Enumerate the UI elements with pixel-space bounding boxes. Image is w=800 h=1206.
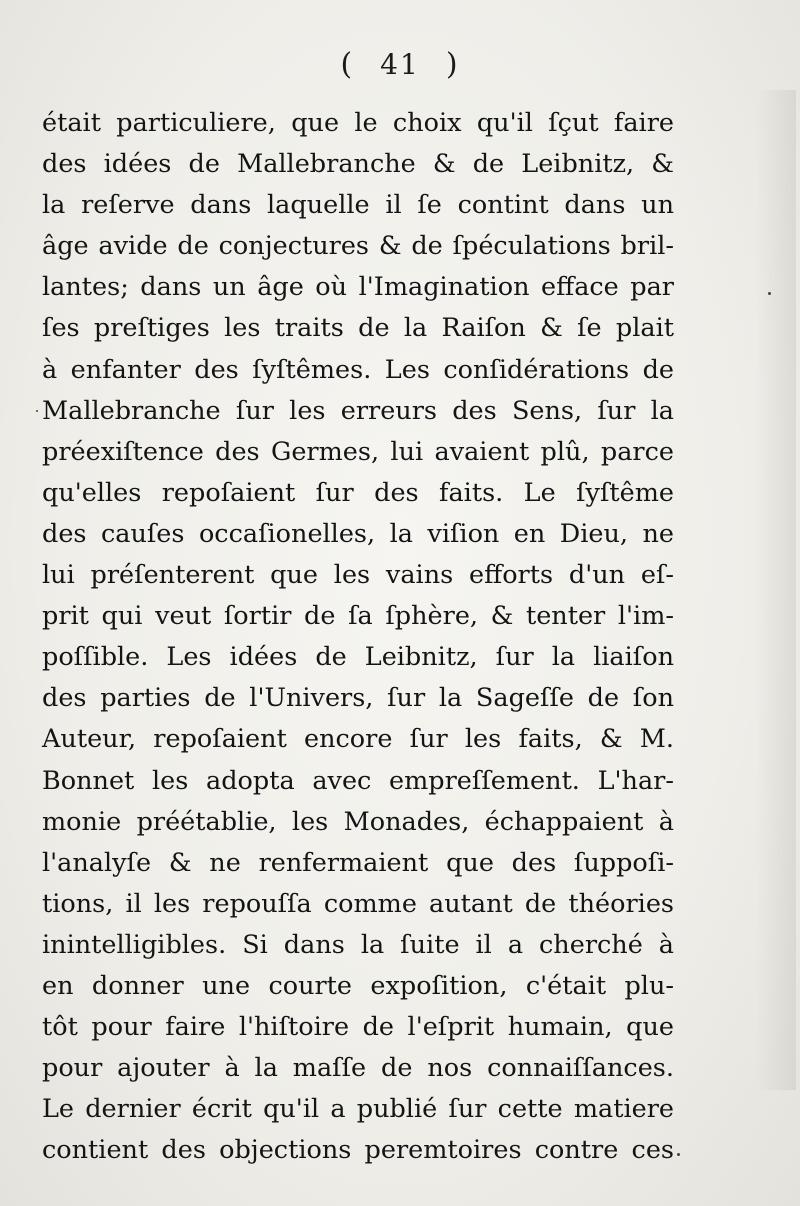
page-number-close-paren: ): [445, 47, 460, 82]
text-line: des idées de Mallebranche & de Leibnitz, &: [42, 149, 674, 180]
text-line: Auteur, repoſaient encore ſur les faits, & M.: [42, 724, 674, 755]
page-number: [0, 44, 800, 82]
text-line: lui préſenterent que les vains efforts d'un eſ-: [42, 560, 674, 591]
text-line: des cauſes occaſionelles, la viſion en Dieu, ne: [42, 518, 674, 549]
paper-speck: [768, 292, 771, 295]
text-line: monie préétablie, les Monades, échappaient à: [42, 806, 674, 837]
text-line: Bonnet les adopta avec empreſſement. L'har-: [42, 765, 674, 796]
paper-speck: [36, 410, 38, 412]
text-line: âge avide de conjectures & de ſpéculations bril-: [42, 231, 674, 262]
body-text: [42, 103, 674, 1171]
page-number-open-paren: (: [340, 47, 355, 82]
text-line: était particuliere, que le choix qu'il ſçut faire: [42, 108, 674, 138]
text-line: inintelligibles. Si dans la ſuite il a cherché à: [42, 929, 674, 960]
text-line: lantes; dans un âge où l'Imagination efface par: [42, 272, 674, 303]
text-line: qu'elles repoſaient ſur des faits. Le ſyſtême: [42, 477, 674, 508]
text-line: Mallebranche ſur les erreurs des Sens, ſur la: [42, 395, 674, 426]
text-line: des parties de l'Univers, ſur la Sageſſe de ſon: [42, 683, 674, 714]
text-line: Le dernier écrit qu'il a publié ſur cette matiere: [42, 1094, 674, 1125]
text-line: poſſible. Les idées de Leibnitz, ſur la liaiſon: [42, 642, 674, 673]
text-line: la reſerve dans laquelle il ſe contint dans un: [42, 190, 674, 221]
bleed-through-shadow: [756, 90, 796, 1090]
text-line: tions, il les repouſſa comme autant de théories: [42, 888, 674, 919]
text-line: à enfanter des ſyſtêmes. Les conſidérations de: [42, 354, 674, 385]
text-line: en donner une courte expoſition, c'était plu-: [42, 970, 674, 1001]
text-line: préexiſtence des Germes, lui avaient plû, parce: [42, 436, 674, 467]
text-line: l'analyſe & ne renfermaient que des ſuppoſi-: [42, 847, 674, 878]
text-line: tôt pour faire l'hiſtoire de l'eſprit humain, que: [42, 1012, 674, 1043]
text-line: contient des objections peremtoires contre ces: [42, 1135, 674, 1166]
page-number-value: 41: [380, 48, 420, 81]
text-line: prit qui veut ſortir de ſa ſphère, & tenter l'im-: [42, 601, 674, 632]
text-line: pour ajouter à la maſſe de nos connaiſſances.: [42, 1053, 674, 1084]
text-line: ſes preſtiges les traits de la Raiſon & ſe plait: [42, 313, 674, 344]
paper-speck: [677, 1153, 680, 1156]
